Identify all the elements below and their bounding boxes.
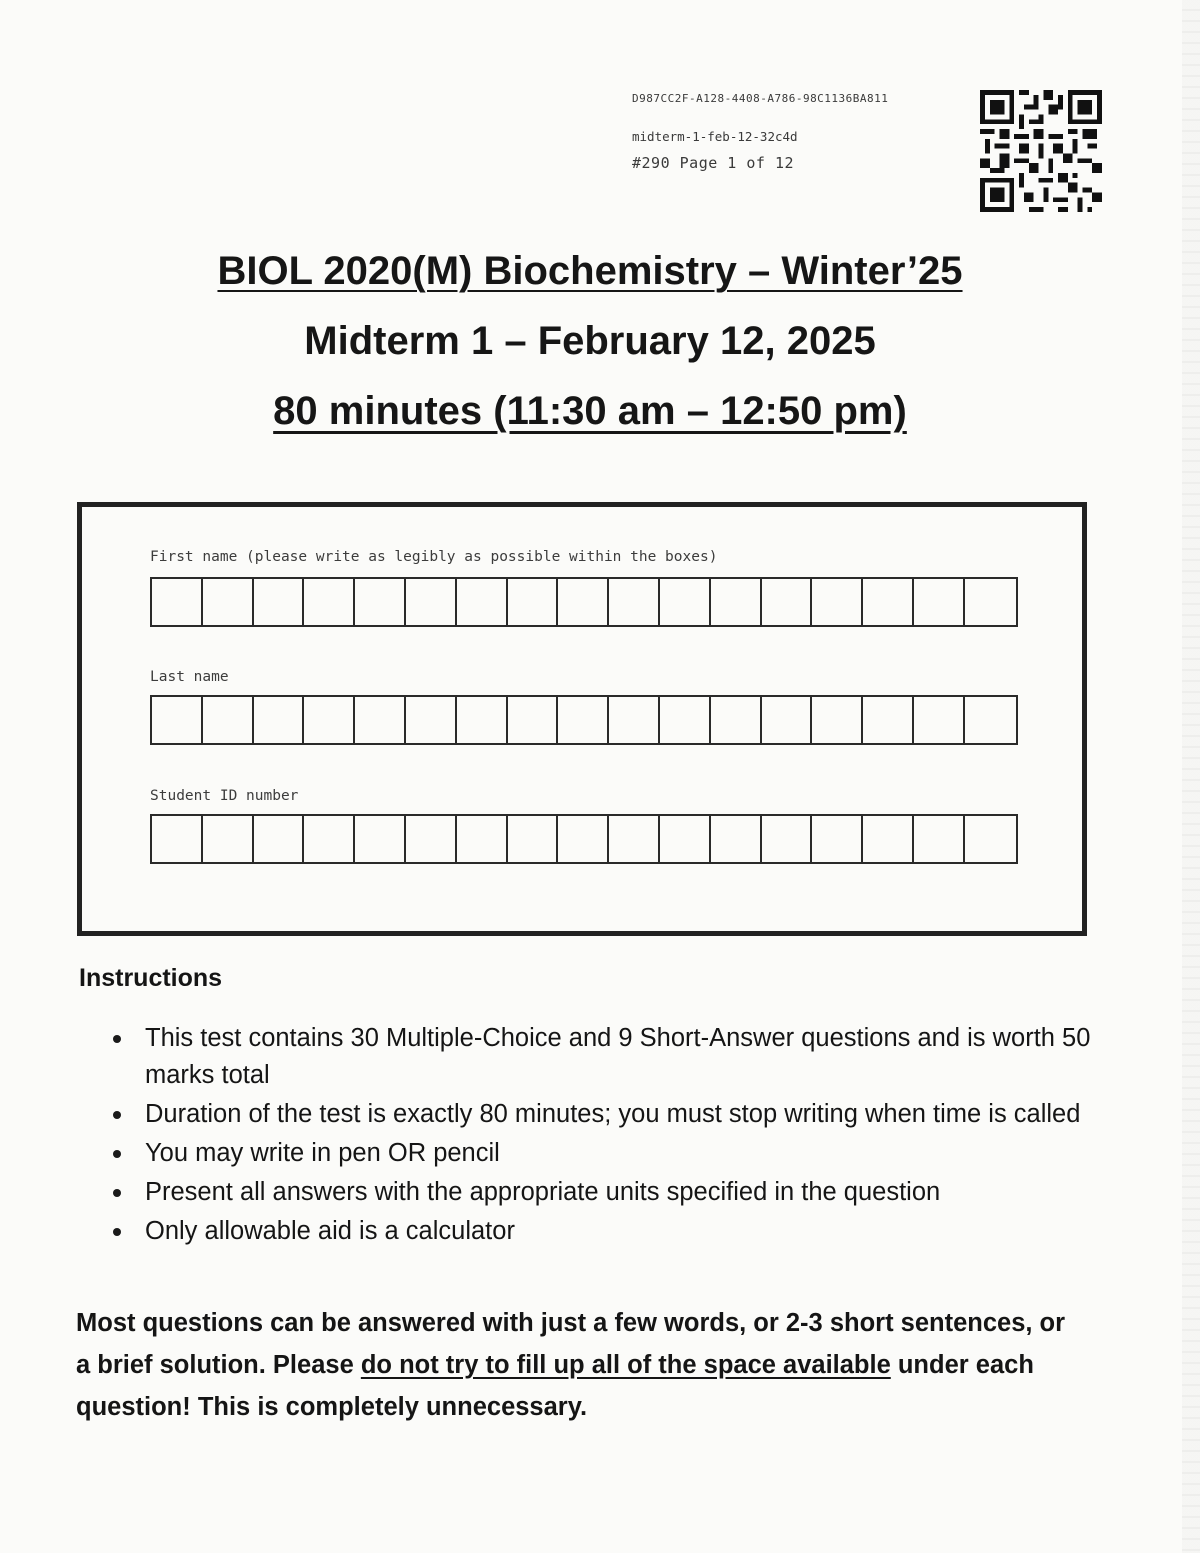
entry-box[interactable] <box>355 816 406 862</box>
student-id-label: Student ID number <box>150 788 299 804</box>
entry-box[interactable] <box>558 697 609 743</box>
entry-box[interactable] <box>558 816 609 862</box>
instruction-item: This test contains 30 Multiple-Choice and 9 Short-Answer questions and is worth 50 marks total <box>145 1020 1135 1094</box>
entry-box[interactable] <box>914 816 965 862</box>
entry-box[interactable] <box>965 816 1016 862</box>
closing-note-emphasis: do not try to fill up all of the space available <box>360 1351 891 1379</box>
last-name-label: Last name <box>150 669 229 685</box>
entry-box[interactable] <box>406 579 457 625</box>
entry-box[interactable] <box>660 579 711 625</box>
entry-box[interactable] <box>609 697 660 743</box>
entry-box[interactable] <box>558 579 609 625</box>
entry-box[interactable] <box>152 816 203 862</box>
scan-edge-artifact <box>1182 0 1200 1553</box>
closing-note <box>76 1302 1086 1428</box>
instruction-item: Present all answers with the appropriate units specified in the question <box>145 1174 1135 1211</box>
first-name-boxes[interactable] <box>150 577 1018 627</box>
entry-box[interactable] <box>457 697 508 743</box>
entry-box[interactable] <box>203 697 254 743</box>
entry-box[interactable] <box>914 697 965 743</box>
entry-box[interactable] <box>711 579 762 625</box>
entry-box[interactable] <box>304 697 355 743</box>
exam-metadata <box>632 92 888 172</box>
instruction-item: Duration of the test is exactly 80 minutes; you must stop writing when time is called <box>145 1096 1135 1133</box>
student-info-box <box>77 502 1087 936</box>
entry-box[interactable] <box>457 816 508 862</box>
instructions-list <box>100 1020 1135 1252</box>
exam-title-block <box>0 236 1180 446</box>
entry-box[interactable] <box>254 816 305 862</box>
student-id-boxes[interactable] <box>150 814 1018 864</box>
entry-box[interactable] <box>965 579 1016 625</box>
first-name-label: First name (please write as legibly as possible within the boxes) <box>150 549 718 565</box>
exam-name-date: Midterm 1 – February 12, 2025 <box>304 319 876 363</box>
course-title: BIOL 2020(M) Biochemistry – Winter’25 <box>217 249 963 293</box>
entry-box[interactable] <box>355 697 406 743</box>
entry-box[interactable] <box>457 579 508 625</box>
entry-box[interactable] <box>863 697 914 743</box>
entry-box[interactable] <box>711 697 762 743</box>
entry-box[interactable] <box>406 816 457 862</box>
instructions-heading: Instructions <box>79 964 223 992</box>
instruction-item: You may write in pen OR pencil <box>145 1135 1135 1172</box>
qr-code-icon <box>980 90 1102 212</box>
entry-box[interactable] <box>660 816 711 862</box>
last-name-boxes[interactable] <box>150 695 1018 745</box>
instruction-item: Only allowable aid is a calculator <box>145 1213 1135 1250</box>
entry-box[interactable] <box>965 697 1016 743</box>
closing-note-text-end: under each question! This is completely unnecessary. <box>76 1351 1034 1421</box>
entry-box[interactable] <box>863 816 914 862</box>
closing-note-text: Most questions can be answered with just a few words, or 2-3 short sentences, or a brief solution. Please <box>76 1309 1066 1379</box>
entry-box[interactable] <box>508 816 559 862</box>
entry-box[interactable] <box>203 816 254 862</box>
entry-box[interactable] <box>863 579 914 625</box>
entry-box[interactable] <box>762 697 813 743</box>
entry-box[interactable] <box>406 697 457 743</box>
entry-box[interactable] <box>812 697 863 743</box>
exam-code: midterm-1-feb-12-32c4d <box>632 129 798 144</box>
entry-box[interactable] <box>812 816 863 862</box>
entry-box[interactable] <box>152 697 203 743</box>
entry-box[interactable] <box>711 816 762 862</box>
entry-box[interactable] <box>609 579 660 625</box>
entry-box[interactable] <box>660 697 711 743</box>
entry-box[interactable] <box>609 816 660 862</box>
entry-box[interactable] <box>152 579 203 625</box>
entry-box[interactable] <box>203 579 254 625</box>
exam-duration: 80 minutes (11:30 am – 12:50 pm) <box>273 389 907 433</box>
page-number: #290 Page 1 of 12 <box>632 154 795 172</box>
entry-box[interactable] <box>762 579 813 625</box>
exam-uuid: D987CC2F-A128-4408-A786-98C1136BA811 <box>632 92 889 105</box>
entry-box[interactable] <box>304 816 355 862</box>
entry-box[interactable] <box>914 579 965 625</box>
entry-box[interactable] <box>508 697 559 743</box>
entry-box[interactable] <box>355 579 406 625</box>
entry-box[interactable] <box>254 579 305 625</box>
entry-box[interactable] <box>254 697 305 743</box>
entry-box[interactable] <box>762 816 813 862</box>
entry-box[interactable] <box>508 579 559 625</box>
entry-box[interactable] <box>812 579 863 625</box>
entry-box[interactable] <box>304 579 355 625</box>
